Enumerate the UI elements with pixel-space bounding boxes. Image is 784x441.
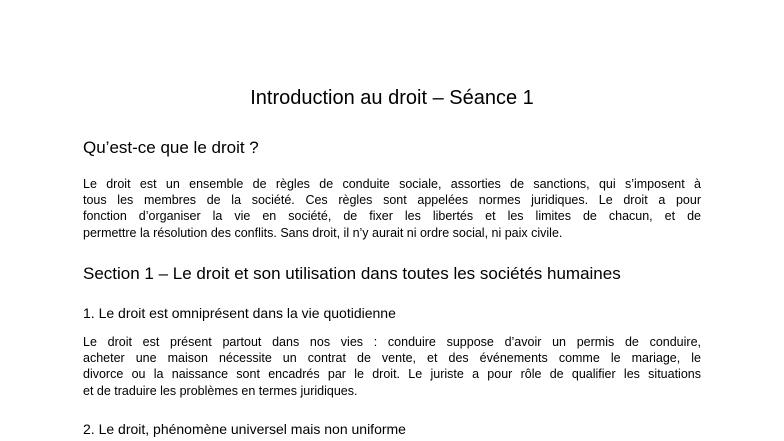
paragraph-omnipresence [83, 334, 701, 399]
paragraph-line: et de traduire les problèmes en termes juridiques. [83, 383, 358, 398]
paragraph-line: tous les membres de la société. Ces règles sont appelées normes juridiques. Le droit a pour [83, 193, 701, 208]
paragraph-definition [83, 176, 701, 241]
document-title: Introduction au droit – Séance 1 [250, 87, 534, 109]
heading-what-is-law: Qu’est-ce que le droit ? [83, 138, 259, 157]
paragraph-line: fonction d’organiser la vie en société, de fixer les libertés et les limites de chacun, et de [83, 209, 701, 224]
paragraph-line: divorce ou la naissance sont encadrés par le droit. Le juriste a pour rôle de qualifier les situations [83, 367, 701, 382]
subsection-2-heading: 2. Le droit, phénomène universel mais non uniforme [83, 421, 406, 437]
paragraph-line: permettre la résolution des conflits. Sans droit, il n’y aurait ni ordre social, ni paix civile. [83, 225, 563, 240]
paragraph-line: Le droit est un ensemble de règles de conduite sociale, assorties de sanctions, qui s’imposent à [83, 177, 701, 191]
section-1-heading: Section 1 – Le droit et son utilisation dans toutes les sociétés humaines [83, 264, 621, 283]
paragraph-line: Le droit est présent partout dans nos vies : conduire suppose d’avoir un permis de conduire, [83, 335, 701, 349]
subsection-1-heading: 1. Le droit est omniprésent dans la vie quotidienne [83, 305, 396, 321]
paragraph-line: acheter une maison nécessite un contrat de vente, et des événements comme le mariage, le [83, 351, 701, 366]
